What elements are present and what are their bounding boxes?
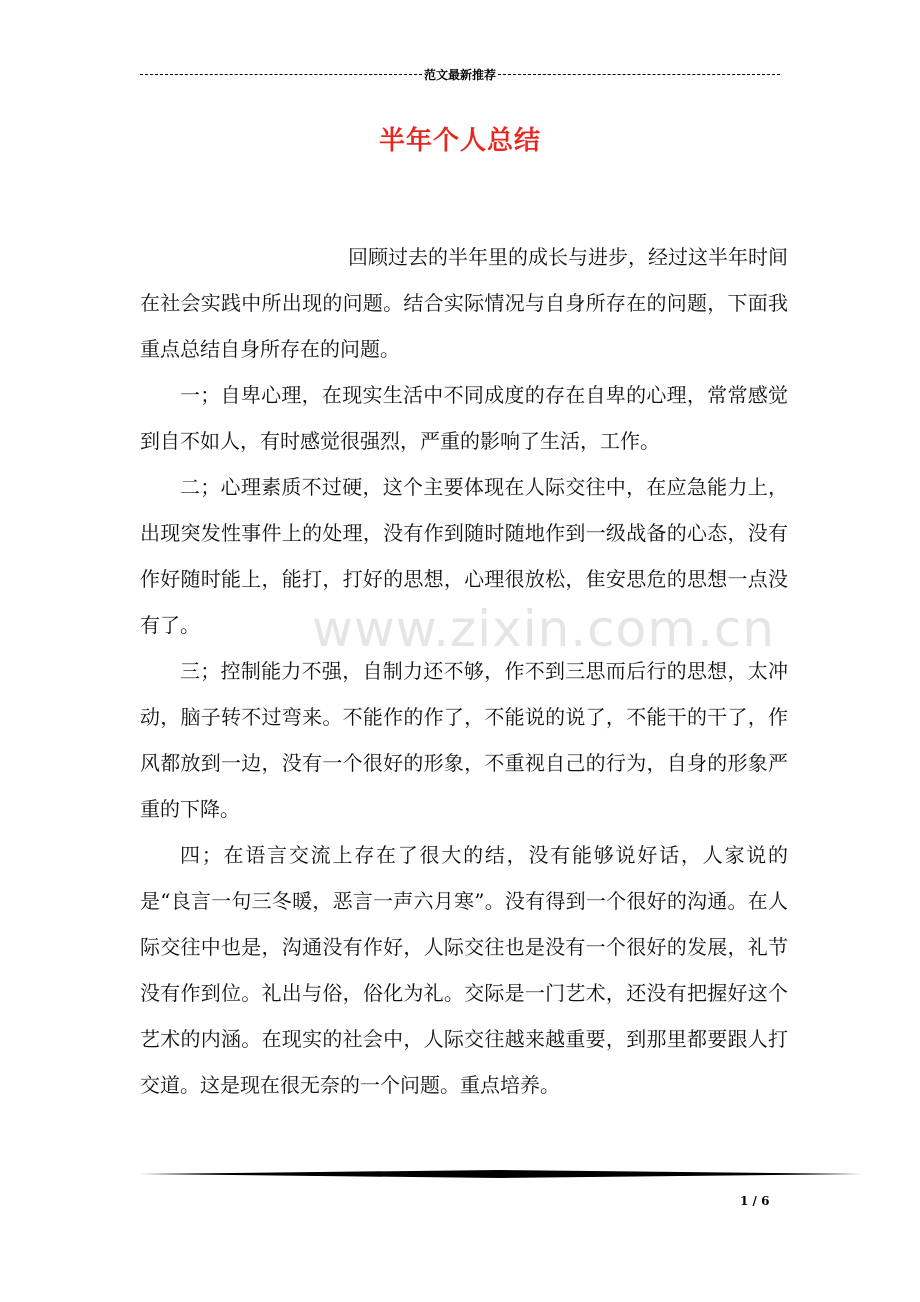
- document-title: 半年个人总结: [378, 126, 541, 156]
- page-number: 1 / 6: [740, 1194, 770, 1208]
- page-header: [140, 66, 780, 83]
- watermark: www.zixin.com.cn: [312, 600, 776, 658]
- header-dash-right: [498, 74, 780, 75]
- paragraph-point-2: 二；心理素质不过硬，这个主要体现在人际交往中，在应急能力上，出现突发性事件上的处理，没有作到随时随地作到一级战备的心态，没有作好随时能上，能打，打好的思想，心理很放松，隹安思危的思想一点没有了。: [140, 475, 788, 637]
- paragraph-intro: 回顾过去的半年里的成长与进步，经过这半年时间在社会实践中所出现的问题。结合实际情况与自身所存在的问题，下面我重点总结自身所存在的问题。: [140, 245, 788, 361]
- paragraph-point-3: 三；控制能力不强，自制力还不够，作不到三思而后行的思想，太冲动，脑子转不过弯来。不能作的作了，不能说的说了，不能干的干了，作风都放到一边，没有一个很好的形象，不重视自己的行为，自身的形象严重的下降。: [140, 659, 788, 821]
- footer-rule: [140, 1170, 862, 1178]
- header-label: 范文最新推荐: [424, 68, 497, 82]
- header-dash-left: [140, 74, 422, 75]
- document-body: [140, 234, 788, 1108]
- paragraph-point-1: 一；自卑心理，在现实生活中不同成度的存在自卑的心理，常常感觉到自不如人，有时感觉很强烈，严重的影响了生活，工作。: [140, 383, 788, 453]
- paragraph-point-4: 四；在语言交流上存在了很大的结，没有能够说好话，人家说的是“良言一句三冬暖，恶言一声六月寒”。没有得到一个很好的沟通。在人际交往中也是，沟通没有作好，人际交往也是没有一个很好的发展，礼节没有作到位。礼出与俗，俗化为礼。交际是一门艺术，还没有把握好这个艺术的内涵。在现实的社会中，人际交往越来越重要，到那里都要跟人打交道。这是现在很无奈的一个问题。重点培养。: [140, 843, 788, 1097]
